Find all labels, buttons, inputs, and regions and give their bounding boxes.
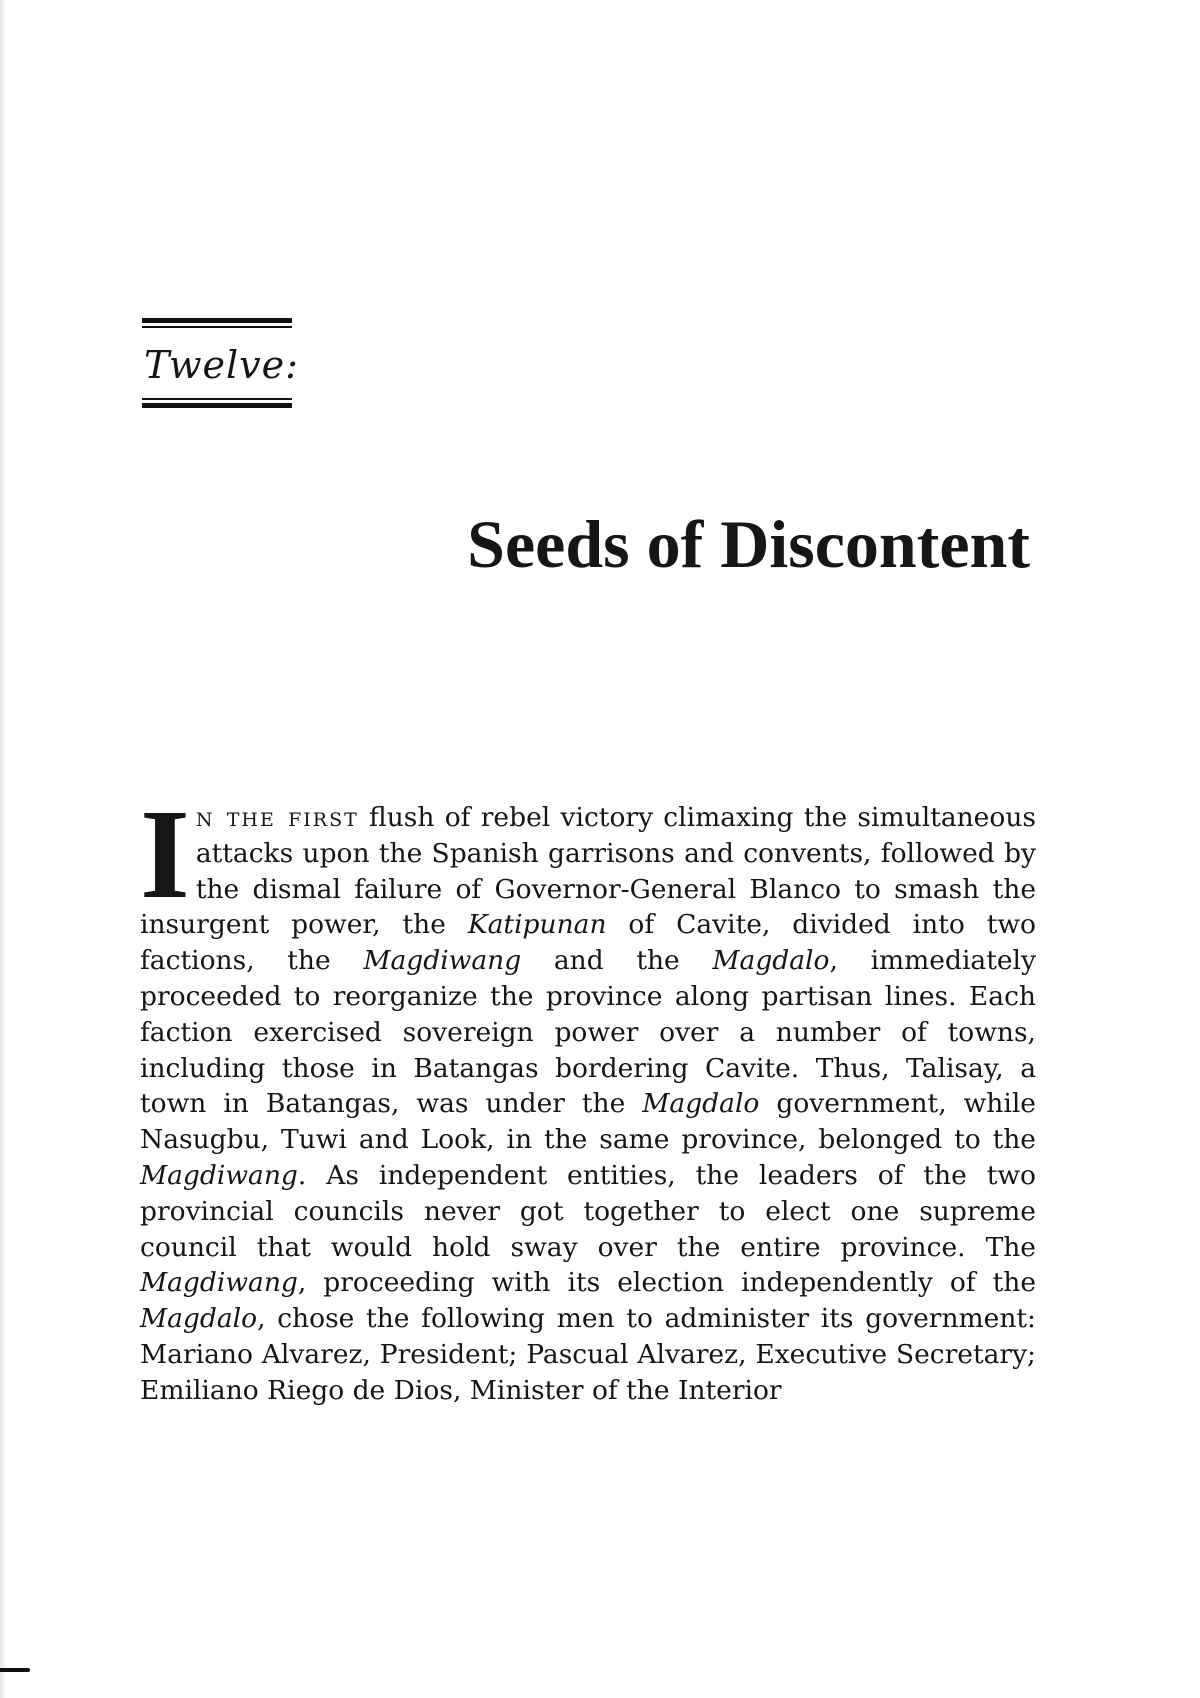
chapter-number: Twelve: [144, 343, 299, 387]
lead-in-smallcaps: n the first [195, 802, 359, 833]
text-segment: , proceeding with its election independently of the [297, 1267, 1036, 1299]
italic-term: Magdalo [712, 945, 830, 977]
italic-term: Magdalo [140, 1303, 258, 1335]
italic-term: Magdiwang [140, 1159, 298, 1191]
text-segment: , immediately proceeded to reorganize the province along partisan lines. Each faction exercised sovereign power over a number of towns, including those in Batangas bordering Cavite. Thus, Talisay, a town in Batangas, was under the [140, 945, 1036, 1120]
text-segment: , chose the following men to administer its government: Mariano Alvarez, President; Pascual Alvarez, Executive Secretary; Emiliano Riego de Dios, Minister of the Interior [140, 1303, 1036, 1406]
drop-cap: I [140, 783, 190, 925]
chapter-title: Seeds of Discontent [467, 506, 1030, 582]
italic-term: Magdiwang [363, 945, 522, 977]
italic-term: Katipunan [467, 909, 607, 941]
italic-term: Magdalo [642, 1088, 760, 1120]
body-paragraph [140, 783, 1037, 1409]
chapter-rule-bottom-thin [142, 398, 292, 400]
chapter-heading [142, 318, 299, 408]
chapter-rule-top-thick [142, 318, 292, 323]
text-segment: government, while Nasugbu, Tuwi and Look, in the same province, belonged to the [140, 1088, 1036, 1156]
italic-term: Magdiwang [140, 1267, 298, 1299]
page-edge-mark [0, 1668, 30, 1672]
text-segment: flush of rebel victory climaxing the simultaneous attacks upon the Spanish garrisons and convents, followed by the dismal failure of Governor-General Blanco to smash the insurgent power, the [140, 802, 1036, 941]
text-segment: and the [521, 945, 713, 977]
page-edge-shadow [0, 0, 6, 1698]
text-segment: . As independent entities, the leaders of the two provincial councils never got together to elect one supreme council that would hold sway over the entire province. The [140, 1159, 1036, 1263]
chapter-rule-bottom-thick [142, 403, 292, 408]
text-segment: of Cavite, divided into two factions, the [140, 909, 1037, 977]
